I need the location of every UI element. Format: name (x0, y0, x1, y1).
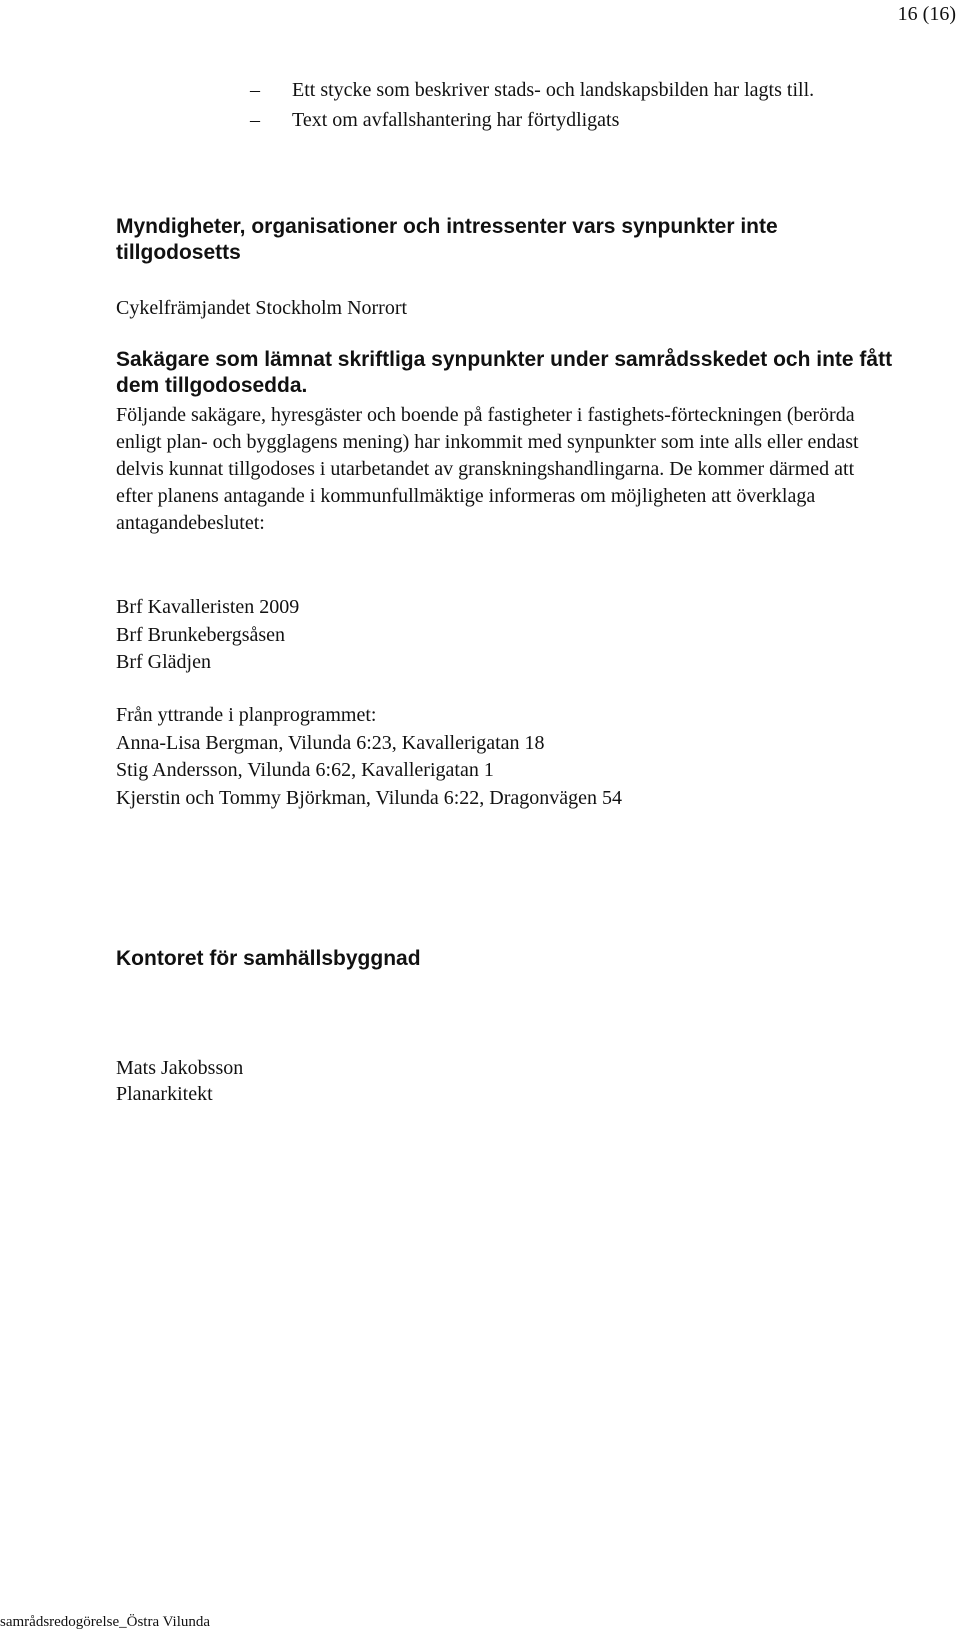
list-item-text: Text om avfallshantering har förtydligats (292, 109, 620, 131)
landowners-paragraph: Följande sakägare, hyresgäster och boende på fastigheter i fastighets-förteckningen (berörda enligt plan- och bygglagens mening) har inkommit med synpunkter som inte alls eller endast delvis kunnat tillgodoses i utarbetandet av granskningshandlingarna. De kommer därmed att efter planens antagande i kommunfullmäktige informeras om möjligheten att överklaga antagandebeslutet: (116, 404, 859, 534)
unmet-authorities-heading: Myndigheter, organisationer och intressenter vars synpunkter inte tillgodosetts (116, 215, 778, 264)
office-name: Kontoret för samhällsbyggnad (116, 947, 421, 970)
list-item (250, 106, 850, 134)
list-item: Brf Brunkebergsåsen (116, 623, 286, 646)
list-item: Kjerstin och Tommy Björkman, Vilunda 6:22, Dragonvägen 54 (116, 786, 623, 809)
bullet-marker: – (250, 79, 260, 101)
list-item: Brf Glädjen (116, 651, 211, 673)
list-item: Brf Kavalleristen 2009 (116, 596, 300, 618)
list-item: Anna-Lisa Bergman, Vilunda 6:23, Kavallerigatan 18 (116, 731, 545, 754)
list-item-text: Ett stycke som beskriver stads- och landskapsbilden har lagts till. (292, 79, 815, 101)
unmet-organisation: Cykelfrämjandet Stockholm Norrort (116, 297, 408, 319)
program-statements (116, 702, 906, 812)
association-list (116, 594, 906, 677)
page-number: 16 (16) (897, 3, 956, 25)
signature-name: Mats Jakobsson (116, 1057, 244, 1079)
document-footer: samrådsredogörelse_Östra Vilunda (0, 1614, 211, 1630)
list-item (250, 76, 850, 104)
landowners-heading: Sakägare som lämnat skriftliga synpunkter under samrådsskedet och inte fått dem tillgodosedda. (116, 348, 893, 397)
program-label: Från yttrande i planprogrammet: (116, 704, 377, 726)
change-list (250, 76, 850, 134)
bullet-marker: – (250, 109, 260, 131)
signature-title: Planarkitekt (116, 1083, 213, 1105)
list-item: Stig Andersson, Vilunda 6:62, Kavallerigatan 1 (116, 759, 494, 781)
